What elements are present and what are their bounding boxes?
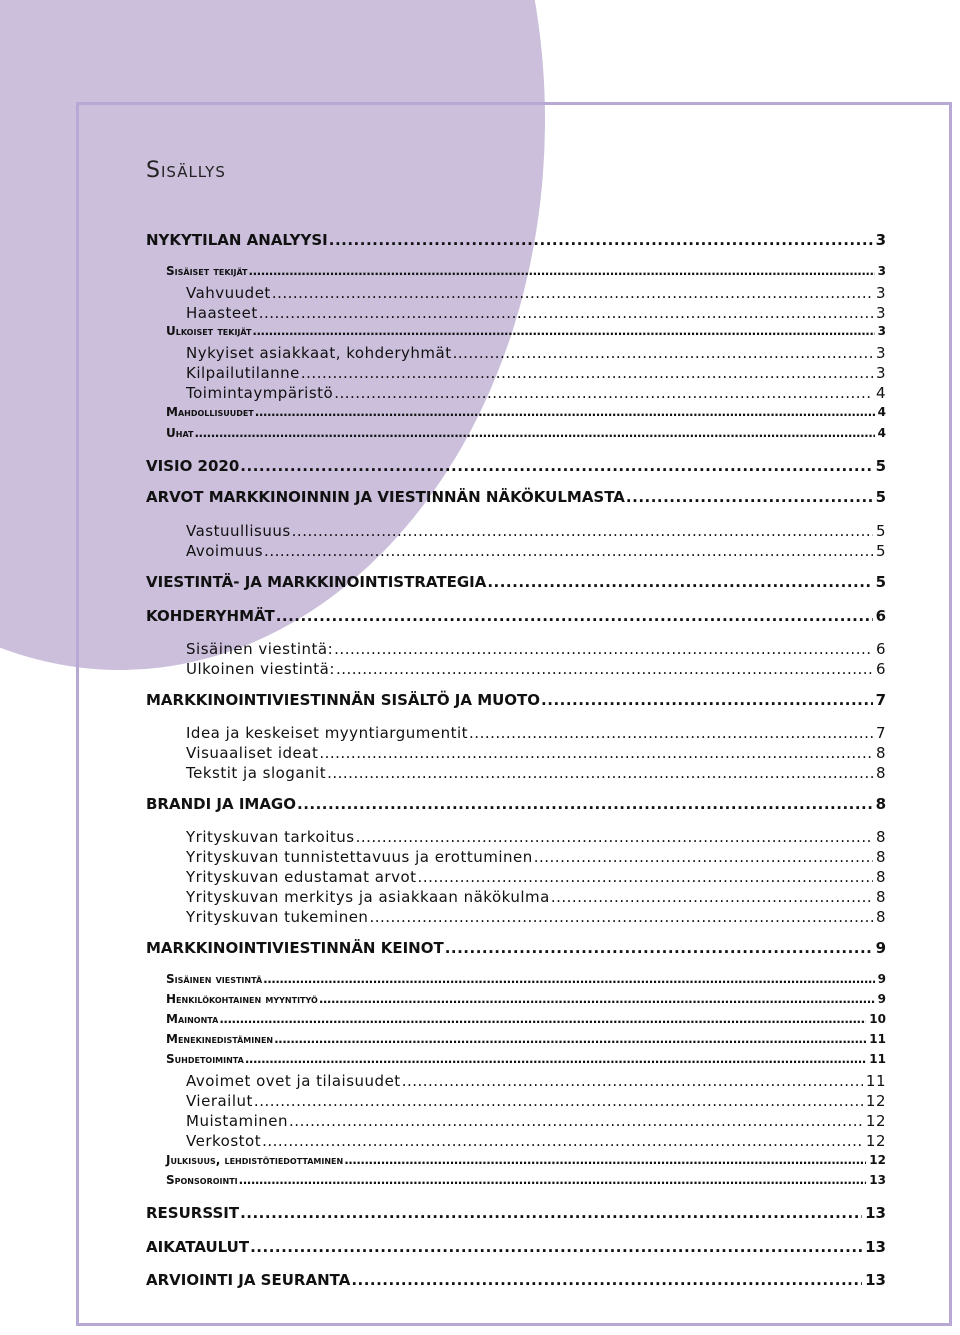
toc-page-number: 8	[875, 888, 886, 906]
toc-page-number: 12	[865, 1132, 886, 1150]
toc-entry-text: MARKKINOINTIVIESTINNÄN KEINOT	[146, 939, 444, 957]
toc-page-number: 6	[875, 640, 886, 658]
toc-entry-text: Tekstit ja sloganit	[186, 764, 327, 782]
toc-entry-text: Julkisuus, lehdistötiedottaminen	[166, 1153, 344, 1167]
toc-entry-level-1[interactable]	[146, 573, 886, 591]
toc-entry-level-3[interactable]	[186, 384, 886, 402]
toc-dot-leader	[239, 1173, 867, 1187]
toc-dot-leader	[418, 868, 873, 886]
toc-dot-leader	[626, 488, 873, 506]
toc-dot-leader	[334, 384, 873, 402]
toc-dot-leader	[551, 888, 873, 906]
toc-entry-text: Sisäinen viestintä:	[186, 640, 334, 658]
toc-dot-leader	[276, 607, 873, 625]
toc-entry-text: Kilpailutilanne	[186, 364, 300, 382]
toc-entry-text: Vierailut	[186, 1092, 253, 1110]
toc-dot-leader	[334, 640, 873, 658]
toc-entry-text: Nykyiset asiakkaat, kohderyhmät	[186, 344, 452, 362]
toc-dot-leader	[194, 426, 874, 440]
toc-entry-level-1[interactable]	[146, 488, 886, 506]
toc-entry-level-1[interactable]	[146, 795, 886, 813]
toc-entry-level-2[interactable]	[166, 1173, 886, 1187]
toc-entry-level-3[interactable]	[186, 344, 886, 362]
toc-page-number: 13	[865, 1238, 886, 1256]
toc-entry-level-3[interactable]	[186, 1092, 886, 1110]
toc-page-number: 8	[875, 795, 886, 813]
toc-dot-leader	[250, 1238, 862, 1256]
toc-dot-leader	[336, 660, 873, 678]
toc-page-number: 5	[875, 457, 886, 475]
toc-dot-leader	[289, 1112, 863, 1130]
toc-entry-text: VIESTINTÄ- JA MARKKINOINTISTRATEGIA	[146, 573, 487, 591]
toc-page-number: 11	[865, 1072, 886, 1090]
toc-entry-level-3[interactable]	[186, 304, 886, 322]
toc-page-number: 3	[877, 264, 886, 278]
toc-entry-text: Uhat	[166, 426, 194, 440]
toc-dot-leader	[264, 542, 873, 560]
toc-page-number: 9	[877, 972, 886, 986]
toc-page-number: 3	[875, 364, 886, 382]
toc-entry-text: KOHDERYHMÄT	[146, 607, 275, 625]
toc-entry-level-2[interactable]	[166, 324, 886, 338]
toc-entry-level-3[interactable]	[186, 542, 886, 560]
toc-dot-leader	[301, 364, 873, 382]
toc-dot-leader	[219, 1012, 866, 1026]
toc-entry-text: Yrityskuvan merkitys ja asiakkaan näkökulma	[186, 888, 550, 906]
toc-page-number: 4	[875, 384, 886, 402]
toc-dot-leader	[240, 457, 872, 475]
toc-entry-text: RESURSSIT	[146, 1204, 240, 1222]
toc-dot-leader	[263, 972, 875, 986]
toc-entry-text: Yrityskuvan tarkoitus	[186, 828, 355, 846]
toc-page-number: 3	[875, 344, 886, 362]
toc-entry-text: Sisäinen viestintä	[166, 972, 263, 986]
toc-entry-level-3[interactable]	[186, 1132, 886, 1150]
toc-page-number: 5	[875, 522, 886, 540]
toc-page-number: 13	[869, 1173, 886, 1187]
toc-entry-text: Ulkoinen viestintä:	[186, 660, 335, 678]
toc-page-number: 11	[869, 1032, 886, 1046]
toc-entry-text: Sponsorointi	[166, 1173, 238, 1187]
toc-dot-leader	[541, 691, 873, 709]
toc-page-number: 9	[877, 992, 886, 1006]
toc-entry-level-1[interactable]	[146, 231, 886, 249]
toc-entry-level-3[interactable]	[186, 660, 886, 678]
toc-entry-text: Visuaaliset ideat	[186, 744, 319, 762]
toc-entry-text: BRANDI JA IMAGO	[146, 795, 296, 813]
toc-entry-level-1[interactable]	[146, 939, 886, 957]
toc-entry-level-3[interactable]	[186, 364, 886, 382]
toc-dot-leader	[249, 264, 875, 278]
toc-page-number: 8	[875, 744, 886, 762]
toc-dot-leader	[402, 1072, 863, 1090]
toc-dot-leader	[329, 231, 873, 249]
toc-dot-leader	[534, 848, 873, 866]
toc-page-number: 10	[869, 1012, 886, 1026]
toc-entry-level-3[interactable]	[186, 1112, 886, 1130]
toc-page-number: 6	[875, 607, 886, 625]
toc-entry-level-3[interactable]	[186, 868, 886, 886]
toc-entry-text: Yrityskuvan tunnistettavuus ja erottuminen	[186, 848, 533, 866]
toc-entry-text: NYKYTILAN ANALYYSI	[146, 231, 328, 249]
toc-entry-text: Menekinedistäminen	[166, 1032, 274, 1046]
toc-entry-level-2[interactable]	[166, 405, 886, 419]
toc-entry-text: Yrityskuvan tukeminen	[186, 908, 369, 926]
toc-page-number: 12	[865, 1112, 886, 1130]
toc-page-number: 7	[875, 691, 886, 709]
toc-entry-text: Verkostot	[186, 1132, 262, 1150]
toc-entry-level-3[interactable]	[186, 908, 886, 926]
toc-entry-level-3[interactable]	[186, 640, 886, 658]
toc-entry-text: ARVOT MARKKINOINNIN JA VIESTINNÄN NÄKÖKULMASTA	[146, 488, 625, 506]
toc-page-number: 8	[875, 828, 886, 846]
toc-page-number: 6	[875, 660, 886, 678]
toc-entry-text: Henkilökohtainen myyntityö	[166, 992, 318, 1006]
toc-page-number: 8	[875, 908, 886, 926]
toc-page-number: 4	[877, 426, 886, 440]
toc-entry-level-2[interactable]	[166, 264, 886, 278]
toc-dot-leader	[262, 1132, 863, 1150]
toc-dot-leader	[487, 573, 872, 591]
toc-entry-text: Yrityskuvan edustamat arvot	[186, 868, 417, 886]
toc-entry-text: Sisäiset tekijät	[166, 264, 248, 278]
toc-entry-text: Muistaminen	[186, 1112, 289, 1130]
toc-entry-level-3[interactable]	[186, 828, 886, 846]
toc-dot-leader	[274, 1032, 866, 1046]
toc-entry-level-1[interactable]	[146, 1271, 886, 1289]
toc-entry-text: Suhdetoiminta	[166, 1052, 244, 1066]
toc-page-number: 11	[869, 1052, 886, 1066]
toc-dot-leader	[469, 724, 873, 742]
toc-entry-level-3[interactable]	[186, 1072, 886, 1090]
toc-entry-level-1[interactable]	[146, 1238, 886, 1256]
toc-entry-level-3[interactable]	[186, 848, 886, 866]
toc-entry-level-1[interactable]	[146, 457, 886, 475]
toc-dot-leader	[255, 405, 875, 419]
toc-page-number: 3	[875, 284, 886, 302]
toc-entry-level-3[interactable]	[186, 764, 886, 782]
toc-entry-text: ARVIOINTI JA SEURANTA	[146, 1271, 351, 1289]
toc-entry-level-1[interactable]	[146, 607, 886, 625]
toc-dot-leader	[292, 522, 873, 540]
toc-entry-text: Haasteet	[186, 304, 258, 322]
toc-entry-level-2[interactable]	[166, 972, 886, 986]
toc-entry-text: Idea ja keskeiset myyntiargumentit	[186, 724, 469, 742]
toc-dot-leader	[240, 1204, 862, 1222]
toc-page-number: 12	[869, 1153, 886, 1167]
toc-dot-leader	[319, 744, 873, 762]
toc-dot-leader	[344, 1153, 866, 1167]
toc-entry-level-3[interactable]	[186, 724, 886, 742]
toc-dot-leader	[272, 284, 873, 302]
toc-page-number: 13	[865, 1271, 886, 1289]
toc-entry-text: Avoimuus	[186, 542, 264, 560]
toc-entry-text: AIKATAULUT	[146, 1238, 250, 1256]
toc-page-number: 4	[877, 405, 886, 419]
toc-entry-text: Ulkoiset tekijät	[166, 324, 252, 338]
toc-entry-text: MARKKINOINTIVIESTINNÄN SISÄLTÖ JA MUOTO	[146, 691, 541, 709]
toc-dot-leader	[245, 1052, 866, 1066]
toc-page-number: 8	[875, 764, 886, 782]
toc-page-number: 3	[877, 324, 886, 338]
toc-dot-leader	[369, 908, 873, 926]
toc-page-number: 5	[875, 573, 886, 591]
toc-page-number: 5	[875, 542, 886, 560]
toc-dot-leader	[445, 939, 873, 957]
toc-entry-text: Toimintaympäristö	[186, 384, 334, 402]
toc-entry-level-3[interactable]	[186, 284, 886, 302]
toc-entry-level-1[interactable]	[146, 691, 886, 709]
toc-entry-text: Avoimet ovet ja tilaisuudet	[186, 1072, 401, 1090]
toc-page-number: 3	[875, 304, 886, 322]
toc-entry-level-3[interactable]	[186, 888, 886, 906]
toc-entry-level-2[interactable]	[166, 992, 886, 1006]
toc-page-number: 7	[875, 724, 886, 742]
toc-entry-level-2[interactable]	[166, 1012, 886, 1026]
toc-page-number: 9	[875, 939, 886, 957]
toc-page-number: 5	[875, 488, 886, 506]
toc-entry-level-2[interactable]	[166, 1032, 886, 1046]
toc-dot-leader	[252, 324, 874, 338]
toc-entry-level-2[interactable]	[166, 426, 886, 440]
toc-page-number: 13	[865, 1204, 886, 1222]
toc-entry-text: VISIO 2020	[146, 457, 240, 475]
toc-dot-leader	[356, 828, 873, 846]
toc-entry-text: Mahdollisuudet	[166, 405, 254, 419]
toc-entry-level-3[interactable]	[186, 522, 886, 540]
toc-dot-leader	[453, 344, 873, 362]
toc-dot-leader	[319, 992, 875, 1006]
toc-entry-level-3[interactable]	[186, 744, 886, 762]
toc-title: Sisällys	[146, 158, 226, 183]
toc-dot-leader	[259, 304, 873, 322]
toc-entry-level-2[interactable]	[166, 1052, 886, 1066]
toc-page-number: 3	[875, 231, 886, 249]
toc-page-number: 8	[875, 868, 886, 886]
toc-entry-level-1[interactable]	[146, 1204, 886, 1222]
toc-entry-text: Vahvuudet	[186, 284, 271, 302]
toc-dot-leader	[254, 1092, 863, 1110]
toc-entry-level-2[interactable]	[166, 1153, 886, 1167]
toc-entry-text: Mainonta	[166, 1012, 219, 1026]
toc-page-number: 12	[865, 1092, 886, 1110]
toc-page-number: 8	[875, 848, 886, 866]
toc-dot-leader	[327, 764, 873, 782]
toc-entry-text: Vastuullisuus	[186, 522, 291, 540]
toc-dot-leader	[351, 1271, 862, 1289]
toc-dot-leader	[297, 795, 873, 813]
